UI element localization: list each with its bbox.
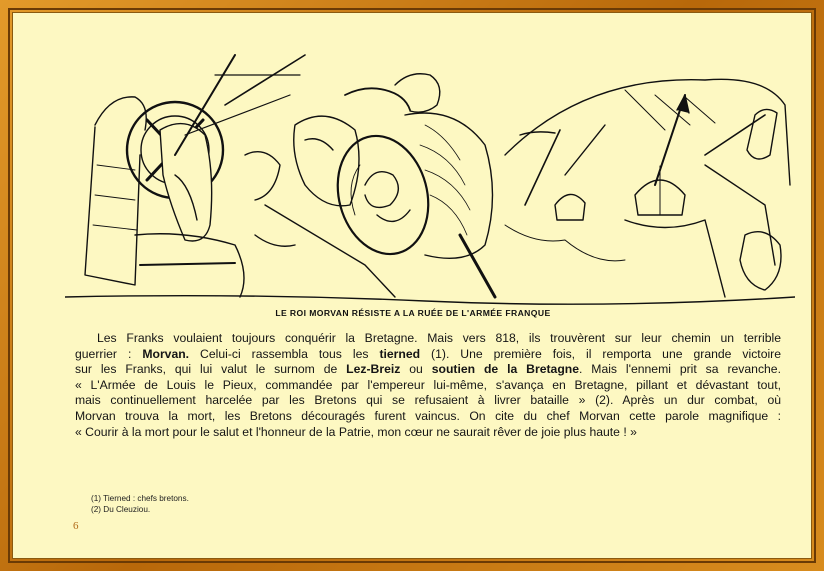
body-paragraph — [75, 331, 781, 440]
battle-illustration — [65, 35, 795, 310]
name-morvan: Morvan. — [142, 346, 190, 361]
footnotes — [91, 493, 189, 515]
paragraph-line-1: Les Franks voulaient toujours conquérir la Bretagne. Mais vers 818, ils trouvèrent sur leur chemin un terrible — [97, 331, 781, 345]
book-page — [12, 12, 812, 559]
paragraph-line-2: guerrier : Morvan. Celui-ci rassembla tous les tierned (1). Une première fois, il remporta une grande victoire — [75, 346, 782, 361]
illustration-caption: LE ROI MORVAN RÉSISTE A LA RUÉE DE L'ARMÉE FRANQUE — [275, 308, 551, 318]
footnote-2: (2) Du Cleuziou. — [91, 505, 151, 514]
paragraph-line-6: Morvan trouva la mort, les Bretons découragés furent vaincus. On cite du chef Morvan cette parole magnifique : — [75, 408, 781, 423]
paragraph-line-7: « Courir à la mort pour le salut et l'honneur de la Patrie, mon cœur ne saurait rêver de joie plus haute ! » — [75, 424, 637, 439]
paragraph-line-3: sur les Franks, qui lui valut le surnom de Lez-Breiz ou soutien de la Bretagne. Mais l'ennemi prit sa revanche. — [75, 362, 781, 377]
term-soutien: soutien de la Bretagne — [431, 362, 579, 377]
page-number: 6 — [73, 520, 79, 532]
paragraph-line-4: « L'Armée de Louis le Pieux, commandée par l'empereur lui-même, s'avança en Bretagne, pillant et dévastant tout, — [75, 377, 781, 392]
term-lez-breiz: Lez-Breiz — [346, 362, 401, 377]
term-tierned: tierned — [379, 346, 421, 361]
footnote-1: (1) Tierned : chefs bretons. — [91, 494, 189, 503]
paragraph-line-5: mais continuellement harcelée par les Bretons qui se refusaient à livrer bataille » (2). Après un dur combat, où — [75, 393, 781, 408]
